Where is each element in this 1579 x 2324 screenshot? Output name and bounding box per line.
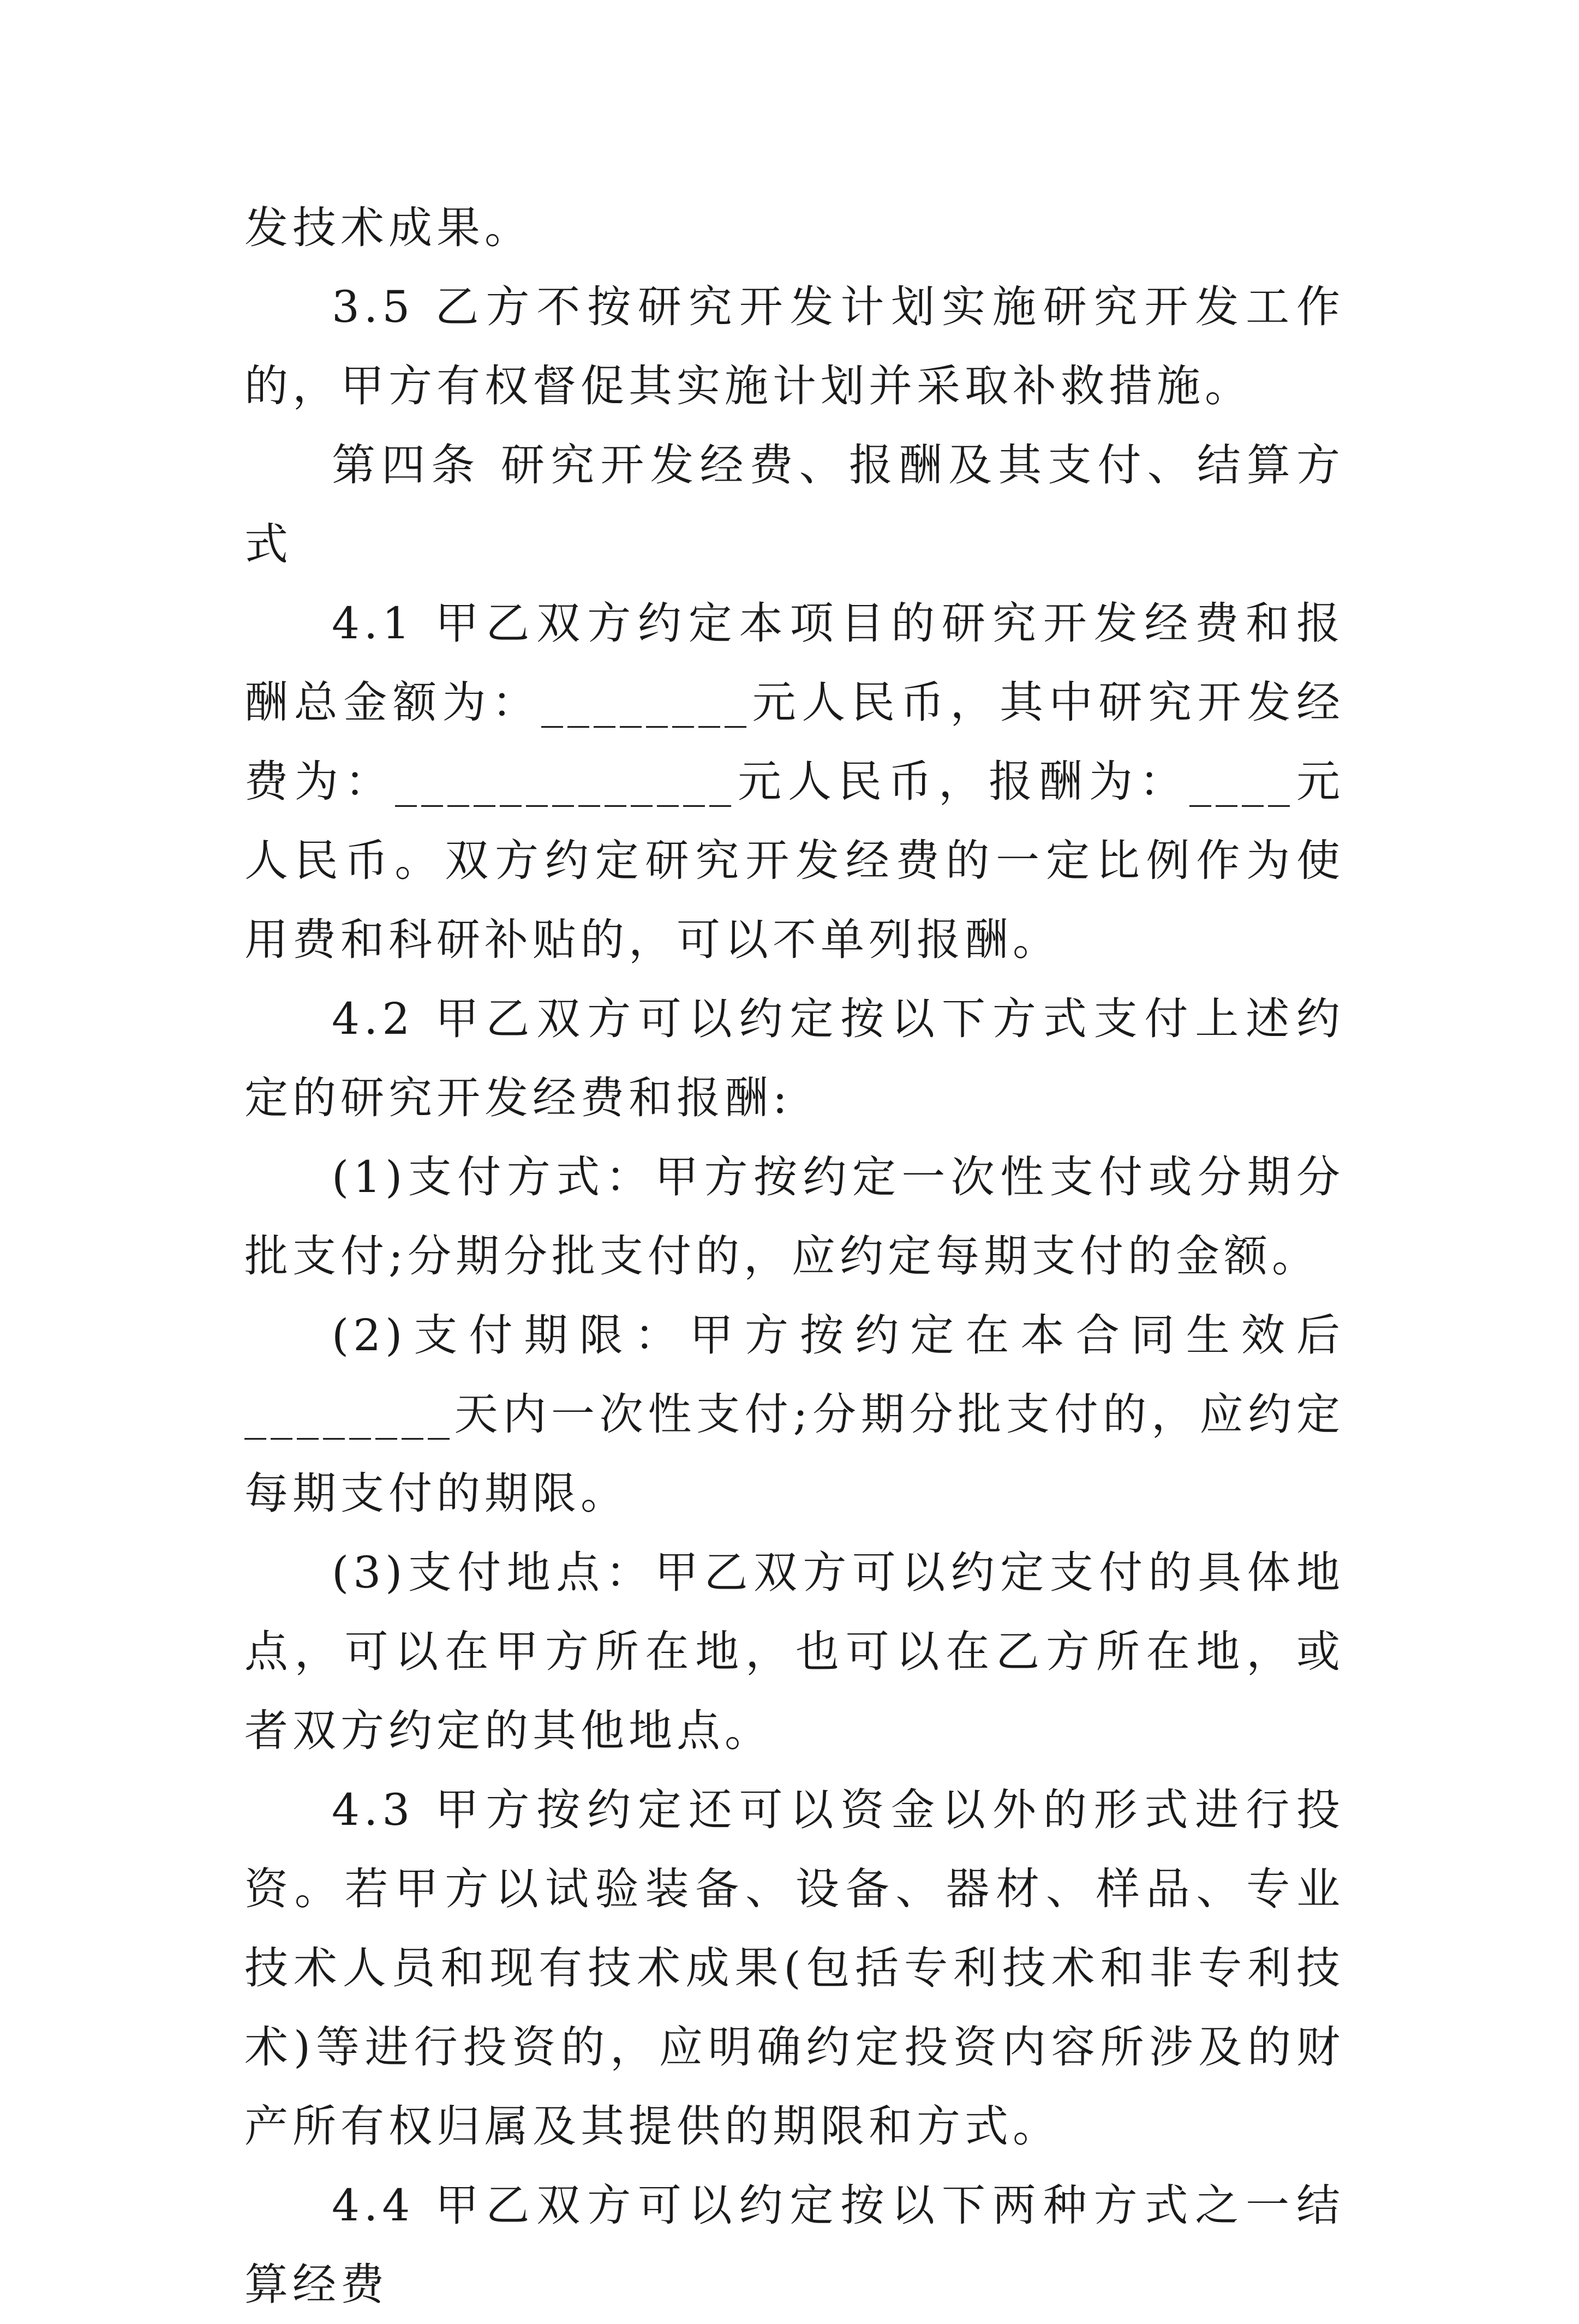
- article-four-heading: 第四条 研究开发经费、报酬及其支付、结算方式: [244, 440, 1344, 570]
- item-payment-location: (3)支付地点：甲乙双方可以约定支付的具体地点，可以在甲方所在地，也可以在乙方所在地，或者双方约定的其他地点。: [244, 1547, 1344, 1756]
- paragraph-4-1: 4.1 甲乙双方约定本项目的研究开发经费和报酬总金额为：________元人民币，其中研究开发经费为：_____________元人民币，报酬为：____元人民币。双方约定研究开发经费的一定比例作为使用费和科研补贴的，可以不单列报酬。: [244, 598, 1344, 965]
- document-body: [244, 188, 1344, 2324]
- paragraph-continuation: 发技术成果。: [244, 202, 533, 253]
- paragraph-4-2: 4.2 甲乙双方可以约定按以下方式支付上述约定的研究开发经费和报酬:: [244, 993, 1344, 1123]
- paragraph-4-4: 4.4 甲乙双方可以约定按以下两种方式之一结算经费: [244, 2180, 1344, 2310]
- item-payment-method: (1)支付方式：甲方按约定一次性支付或分期分批支付;分期分批支付的，应约定每期支付的金额。: [244, 1152, 1344, 1281]
- item-payment-term: (2)支付期限：甲方按约定在本合同生效后________天内一次性支付;分期分批支付的，应约定每期支付的期限。: [244, 1310, 1344, 1519]
- paragraph-4-3: 4.3 甲方按约定还可以资金以外的形式进行投资。若甲方以试验装备、设备、器材、样品、专业技术人员和现有技术成果(包括专利技术和非专利技术)等进行投资的，应明确约定投资内容所涉及的财产所有权归属及其提供的期限和方式。: [244, 1784, 1344, 2152]
- paragraph-3-5: 3.5 乙方不按研究开发计划实施研究开发工作的，甲方有权督促其实施计划并采取补救措施。: [244, 281, 1344, 411]
